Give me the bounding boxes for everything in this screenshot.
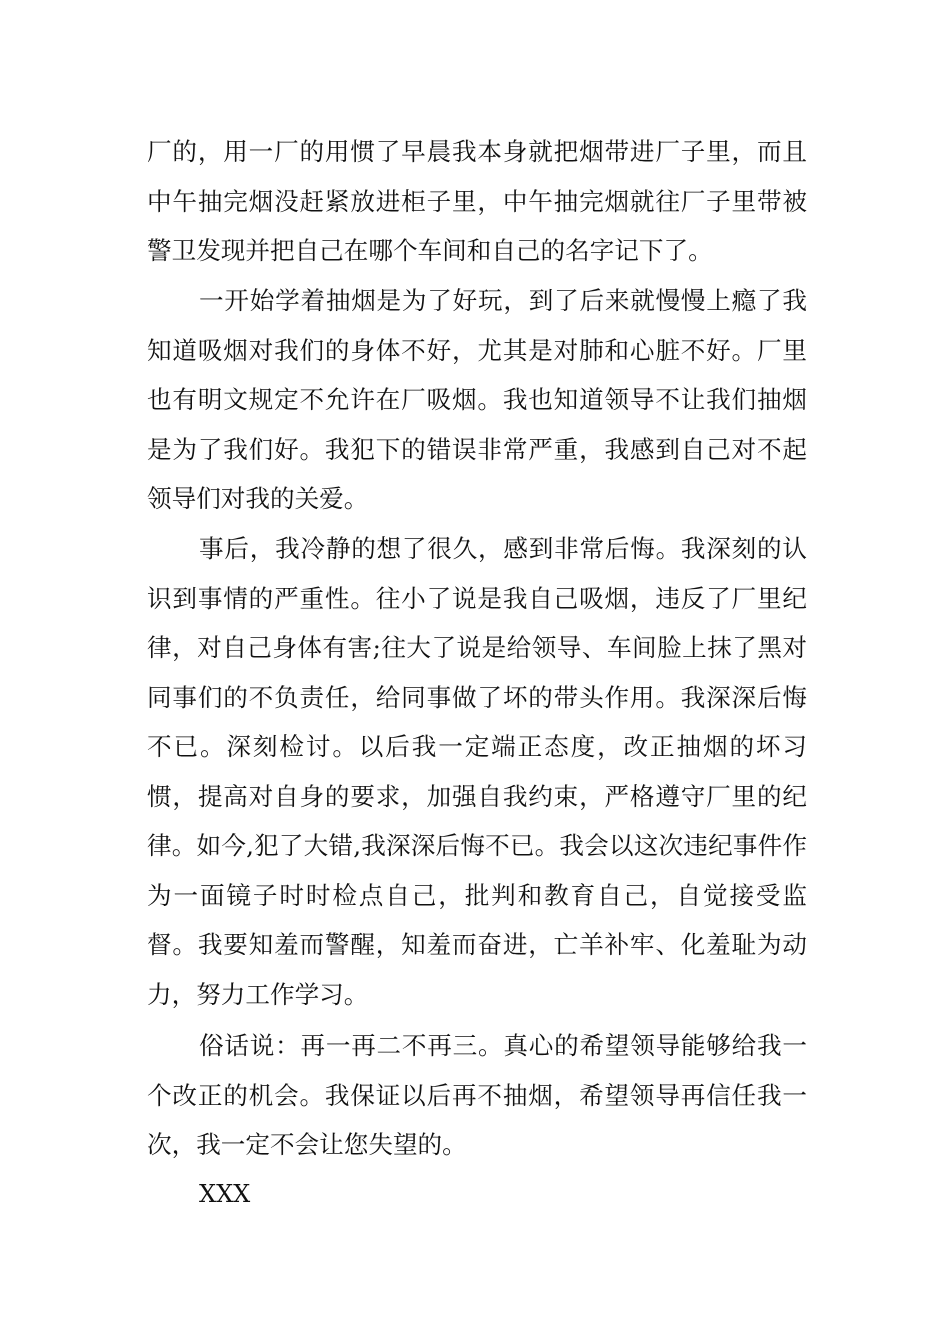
- paragraph-smoking-reason: [147, 276, 807, 524]
- signature: XXX: [199, 1180, 251, 1208]
- paragraph-continuation: [147, 127, 807, 276]
- paragraph-request: [147, 1021, 807, 1170]
- paragraph-2: 一开始学着抽烟是为了好玩，到了后来就慢慢上瘾了我知道吸烟对我们的身体不好，尤其是对肺和心脏不好。厂里也有明文规定不允许在厂吸烟。我也知道领导不让我们抽烟是为了我们好。我犯下的错误非常严重，我感到自己对不起领导们对我的关爱。: [147, 286, 807, 513]
- paragraph-1: 厂的，用一厂的用惯了早晨我本身就把烟带进厂子里，而且中午抽完烟没赶紧放进柜子里，中午抽完烟就往厂子里带被警卫发现并把自己在哪个车间和自己的名字记下了。: [147, 137, 807, 265]
- paragraph-reflection: [147, 524, 807, 1019]
- paragraph-4: 俗话说：再一再二不再三。真心的希望领导能够给我一个改正的机会。我保证以后再不抽烟，希望领导再信任我一次，我一定不会让您失望的。: [147, 1031, 807, 1159]
- paragraph-3: 事后，我冷静的想了很久，感到非常后悔。我深刻的认识到事情的严重性。往小了说是我自己吸烟，违反了厂里纪律，对自己身体有害;往大了说是给领导、车间脸上抹了黑对同事们的不负责任，给同事做了坏的带头作用。我深深后悔不已。深刻检讨。以后我一定端正态度，改正抽烟的坏习惯，提高对自身的要求，加强自我约束，严格遵守厂里的纪律。如今,犯了大错,我深深后悔不已。我会以这次违纪事件作为一面镜子时时检点自己，批判和教育自己，自觉接受监督。我要知羞而警醒，知羞而奋进，亡羊补牢、化羞耻为动力，努力工作学习。: [147, 534, 807, 1009]
